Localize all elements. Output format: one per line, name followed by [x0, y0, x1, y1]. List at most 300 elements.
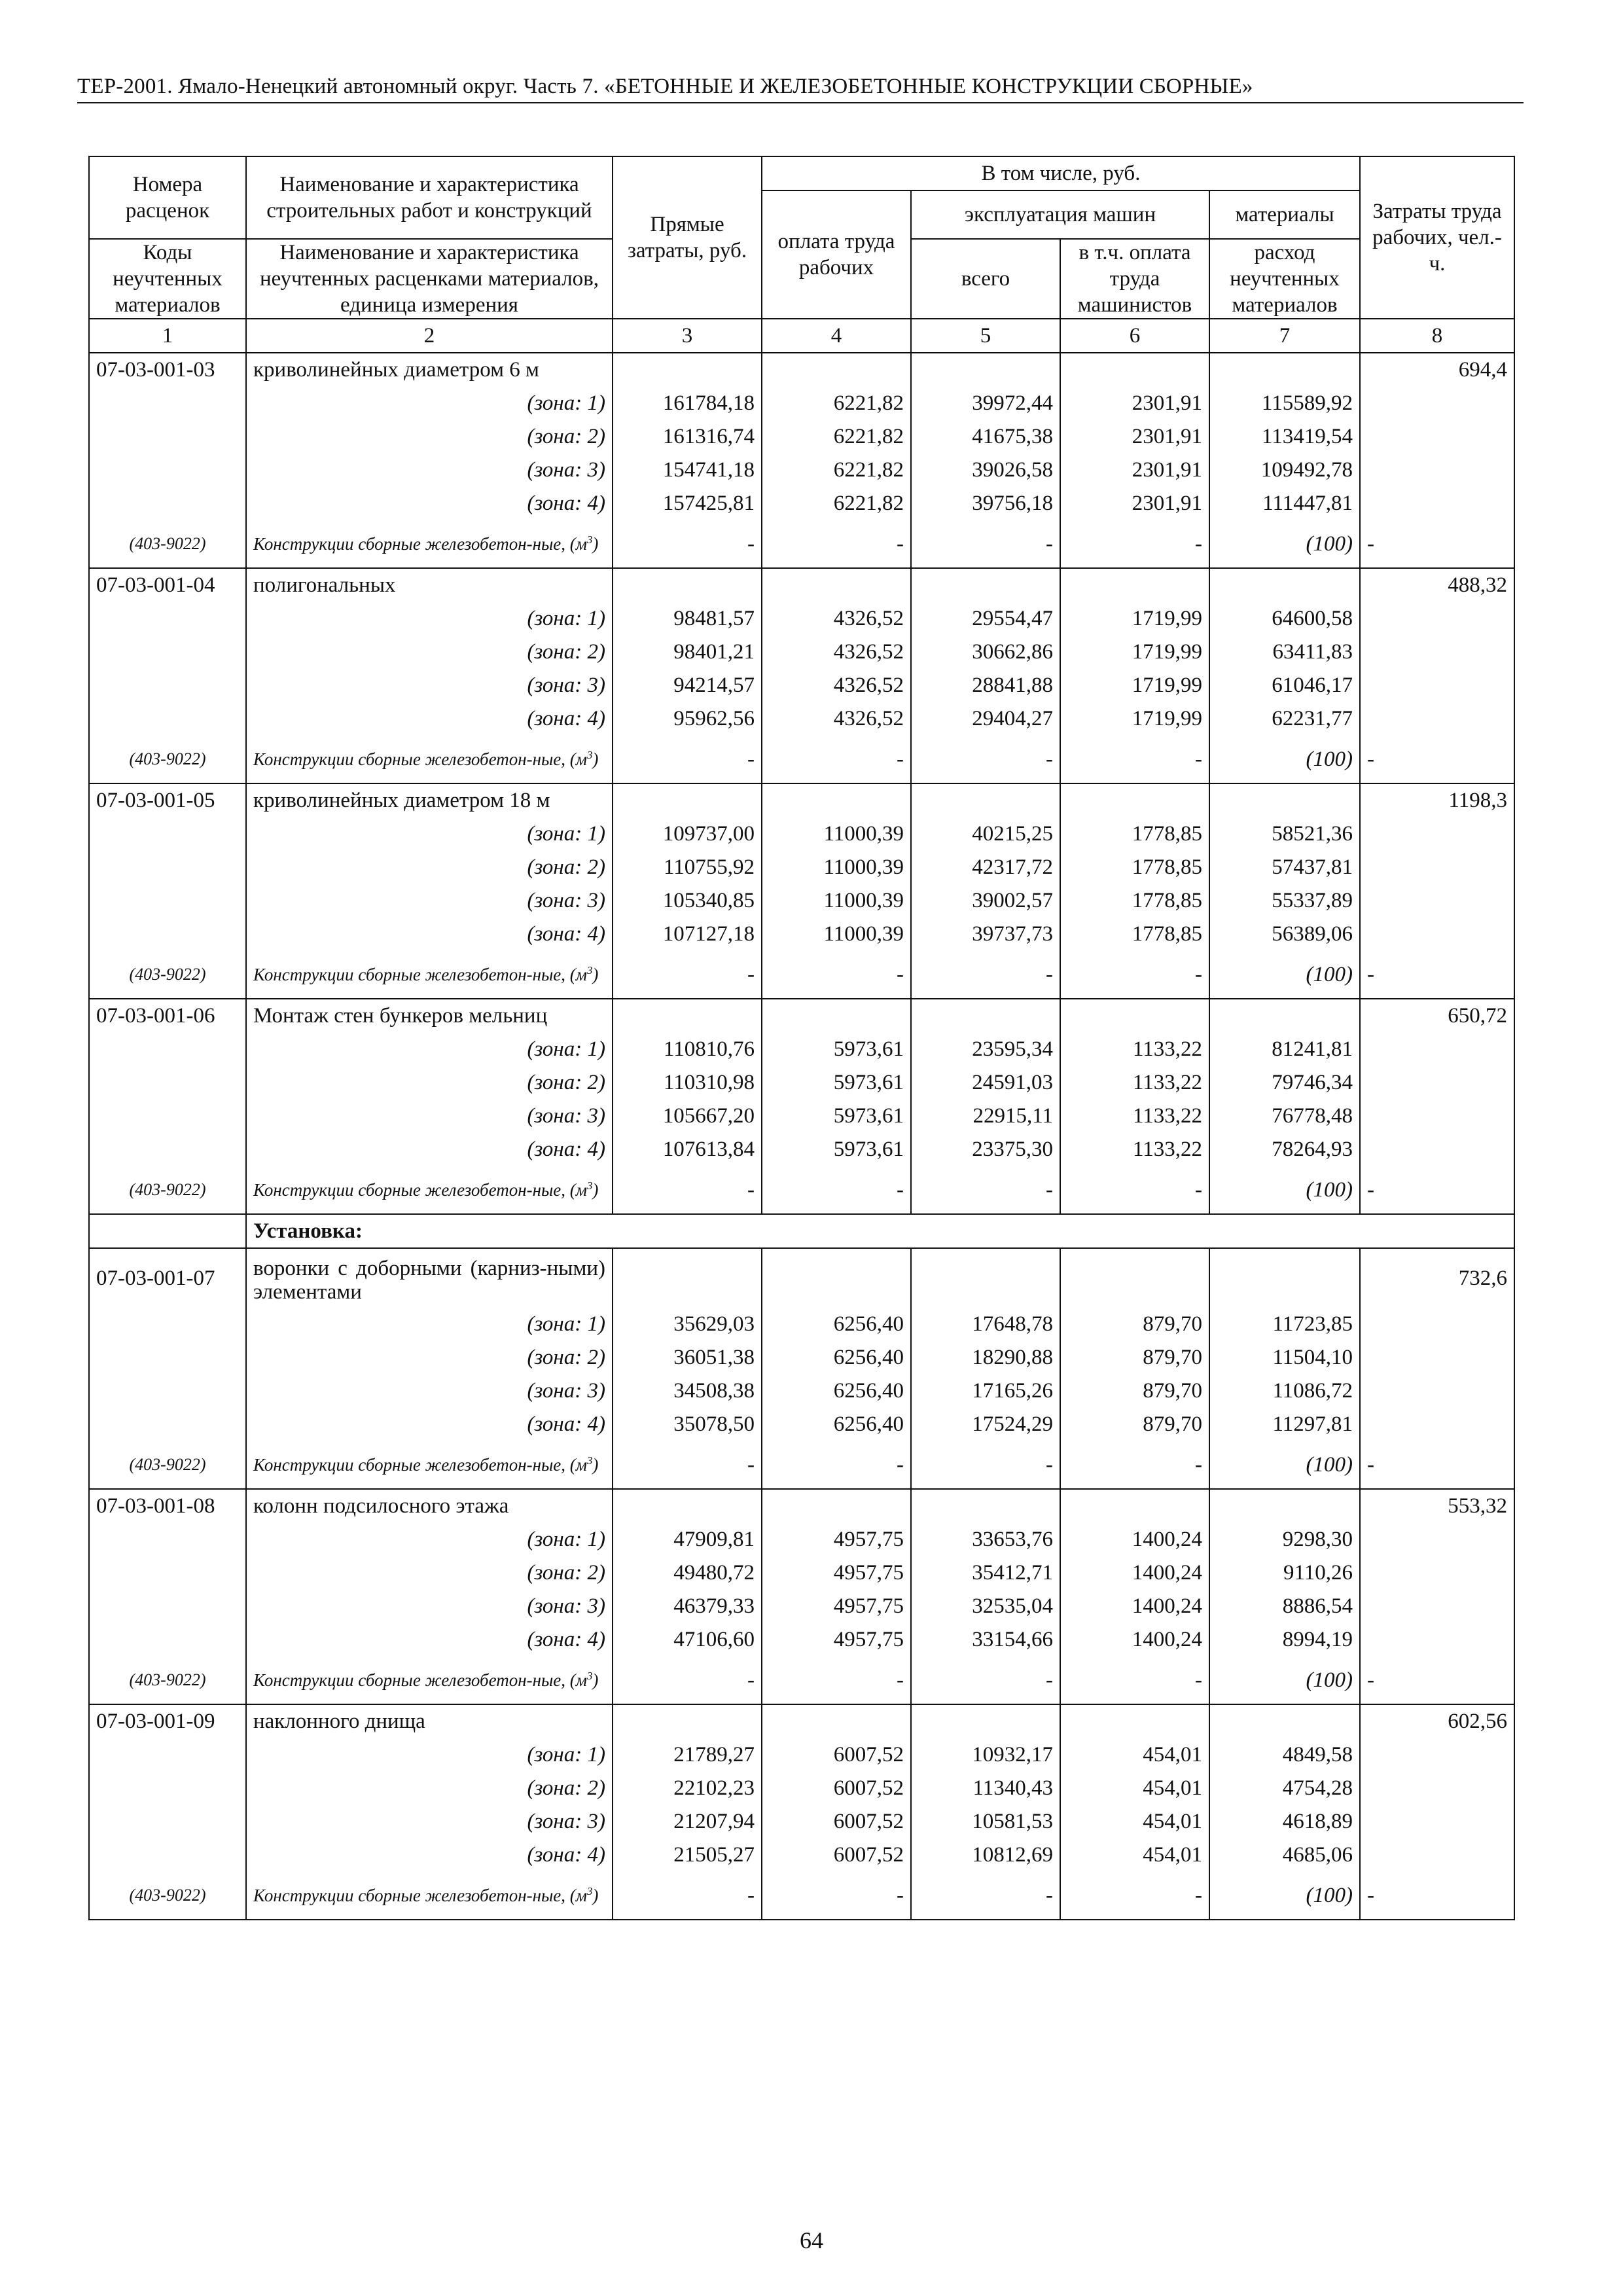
dash-cell: -: [1360, 1166, 1514, 1214]
labor-pay: 5973,61: [762, 1066, 911, 1099]
labor-pay: 4326,52: [762, 601, 911, 635]
dash-cell: -: [911, 1871, 1060, 1920]
labor-pay: 5973,61: [762, 1099, 911, 1132]
empty-cell: [911, 1489, 1060, 1522]
direct-cost: 107613,84: [613, 1132, 762, 1166]
machine-labor: 1400,24: [1060, 1589, 1209, 1623]
empty-cell: [1060, 1704, 1209, 1738]
zone-row: [89, 420, 1514, 453]
col-number: 1: [89, 319, 246, 353]
material-code: (403-9022): [89, 520, 246, 568]
rate-name: воронки с доборными (карниз-ными) элементами: [246, 1248, 613, 1307]
unit-close: ): [592, 964, 599, 984]
direct-cost: 36051,38: [613, 1340, 762, 1374]
labor-hours: 1198,3: [1360, 783, 1514, 817]
empty-cell: [1360, 1374, 1514, 1407]
machines-total: 10932,17: [911, 1738, 1060, 1771]
empty-cell: [1360, 486, 1514, 520]
section-subheading: Установка:: [246, 1214, 1514, 1248]
zone-label: (зона: 3): [246, 1374, 613, 1407]
empty-cell: [1360, 1032, 1514, 1066]
machines-total: 39002,57: [911, 884, 1060, 917]
machines-total: 39026,58: [911, 453, 1060, 486]
material-name-text: Конструкции сборные железобетон-ные, (м: [253, 1885, 587, 1905]
empty-cell: [762, 1489, 911, 1522]
empty-cell: [762, 1248, 911, 1307]
rate-code: 07-03-001-03: [89, 353, 246, 386]
zone-label: (зона: 3): [246, 1589, 613, 1623]
labor-header: оплата труда рабочих: [762, 190, 911, 319]
material-name: [246, 1656, 613, 1704]
empty-cell: [762, 568, 911, 601]
zone-label: (зона: 2): [246, 1771, 613, 1804]
empty-cell: [1360, 1589, 1514, 1623]
dash-cell: -: [1360, 735, 1514, 783]
materials-cost: 63411,83: [1209, 635, 1360, 668]
labor-pay: 6007,52: [762, 1738, 911, 1771]
empty-cell: [1209, 999, 1360, 1032]
labor-pay: 6256,40: [762, 1407, 911, 1441]
machine-labor-header: в т.ч. оплата труда машинистов: [1060, 239, 1209, 319]
labor-pay: 6256,40: [762, 1340, 911, 1374]
zone-row: [89, 702, 1514, 735]
material-row: [89, 735, 1514, 783]
zone-row: [89, 1340, 1514, 1374]
empty-cell: [911, 1704, 1060, 1738]
material-name: [246, 735, 613, 783]
zone-row: [89, 453, 1514, 486]
zone-row: [89, 635, 1514, 668]
material-name: [246, 950, 613, 999]
machine-labor: 454,01: [1060, 1838, 1209, 1871]
materials-cost: 62231,77: [1209, 702, 1360, 735]
empty-cell: [89, 1214, 246, 1248]
unit-close: ): [592, 749, 599, 769]
labor-pay: 4957,75: [762, 1522, 911, 1556]
col-number: 8: [1360, 319, 1514, 353]
labor-pay: 6256,40: [762, 1307, 911, 1340]
empty-cell: [1360, 1738, 1514, 1771]
machines-total: 18290,88: [911, 1340, 1060, 1374]
empty-cell: [1360, 1340, 1514, 1374]
zone-label: (зона: 3): [246, 1804, 613, 1838]
materials-cost: 64600,58: [1209, 601, 1360, 635]
direct-cost: 95962,56: [613, 702, 762, 735]
zone-row: [89, 1307, 1514, 1340]
machine-labor: 2301,91: [1060, 486, 1209, 520]
rate-name: полигональных: [246, 568, 613, 601]
col1-top-header: Номера расценок: [89, 156, 246, 239]
dash-cell: -: [613, 520, 762, 568]
material-qty: (100): [1209, 1441, 1360, 1489]
materials-cost: 11504,10: [1209, 1340, 1360, 1374]
empty-cell: [1209, 568, 1360, 601]
material-row: [89, 520, 1514, 568]
machine-labor: 1719,99: [1060, 668, 1209, 702]
unit-superscript: 3: [587, 533, 593, 546]
machine-labor: 1719,99: [1060, 635, 1209, 668]
materials-cost: 79746,34: [1209, 1066, 1360, 1099]
empty-cell: [1060, 783, 1209, 817]
zone-label: (зона: 4): [246, 917, 613, 950]
dash-cell: -: [762, 1441, 911, 1489]
dash-cell: -: [762, 1166, 911, 1214]
zone-row: [89, 817, 1514, 850]
machine-labor: 2301,91: [1060, 420, 1209, 453]
incl-header: В том числе, руб.: [762, 156, 1360, 190]
materials-cost: 55337,89: [1209, 884, 1360, 917]
direct-cost: 21207,94: [613, 1804, 762, 1838]
material-name-text: Конструкции сборные железобетон-ные, (м: [253, 749, 587, 769]
page-number: 64: [800, 2227, 823, 2253]
zone-row: [89, 1804, 1514, 1838]
materials-cost: 115589,92: [1209, 386, 1360, 420]
zone-row: [89, 601, 1514, 635]
empty-cell: [89, 601, 246, 635]
empty-cell: [1209, 1489, 1360, 1522]
empty-cell: [89, 884, 246, 917]
rate-title-row: [89, 353, 1514, 386]
dash-cell: -: [613, 1871, 762, 1920]
unit-close: ): [592, 1670, 599, 1690]
rate-title-row: [89, 1248, 1514, 1307]
unit-close: ): [592, 1179, 599, 1200]
material-row: [89, 1166, 1514, 1214]
rate-code: 07-03-001-09: [89, 1704, 246, 1738]
machines-total-header: всего: [911, 239, 1060, 319]
dash-cell: -: [1060, 1656, 1209, 1704]
empty-cell: [89, 1307, 246, 1340]
empty-cell: [762, 353, 911, 386]
machines-total: 42317,72: [911, 850, 1060, 884]
empty-cell: [89, 486, 246, 520]
empty-cell: [911, 783, 1060, 817]
empty-cell: [89, 1340, 246, 1374]
zone-row: [89, 917, 1514, 950]
dash-cell: -: [911, 1166, 1060, 1214]
direct-cost: 22102,23: [613, 1771, 762, 1804]
empty-cell: [89, 1738, 246, 1771]
empty-cell: [89, 850, 246, 884]
labor-hours: 553,32: [1360, 1489, 1514, 1522]
materials-cost: 57437,81: [1209, 850, 1360, 884]
empty-cell: [1060, 1489, 1209, 1522]
zone-label: (зона: 2): [246, 1556, 613, 1589]
direct-cost: 35078,50: [613, 1407, 762, 1441]
labor-pay: 5973,61: [762, 1032, 911, 1066]
zone-label: (зона: 1): [246, 817, 613, 850]
labor-pay: 5973,61: [762, 1132, 911, 1166]
zone-label: (зона: 4): [246, 1623, 613, 1656]
empty-cell: [613, 783, 762, 817]
rate-name: криволинейных диаметром 18 м: [246, 783, 613, 817]
empty-cell: [1060, 999, 1209, 1032]
empty-cell: [89, 1804, 246, 1838]
direct-costs-header: Прямые затраты, руб.: [613, 156, 762, 319]
material-qty: (100): [1209, 1871, 1360, 1920]
zone-label: (зона: 1): [246, 1522, 613, 1556]
machine-labor: 879,70: [1060, 1340, 1209, 1374]
dash-cell: -: [1060, 1166, 1209, 1214]
labor-pay: 4957,75: [762, 1589, 911, 1623]
machines-total: 39972,44: [911, 386, 1060, 420]
machines-total: 41675,38: [911, 420, 1060, 453]
labor-pay: 11000,39: [762, 817, 911, 850]
machines-total: 32535,04: [911, 1589, 1060, 1623]
zone-label: (зона: 1): [246, 601, 613, 635]
rate-code: 07-03-001-06: [89, 999, 246, 1032]
rate-name: криволинейных диаметром 6 м: [246, 353, 613, 386]
zone-row: [89, 1099, 1514, 1132]
col-number: 3: [613, 319, 762, 353]
material-qty: (100): [1209, 735, 1360, 783]
empty-cell: [89, 1032, 246, 1066]
labor-pay: 6007,52: [762, 1838, 911, 1871]
direct-cost: 161316,74: [613, 420, 762, 453]
machines-total: 11340,43: [911, 1771, 1060, 1804]
empty-cell: [1360, 635, 1514, 668]
empty-cell: [1360, 453, 1514, 486]
unit-superscript: 3: [587, 1454, 593, 1467]
empty-cell: [1360, 702, 1514, 735]
zone-label: (зона: 3): [246, 884, 613, 917]
labor-hours: 732,6: [1360, 1248, 1514, 1307]
dash-cell: -: [762, 735, 911, 783]
rate-name: колонн подсилосного этажа: [246, 1489, 613, 1522]
zone-row: [89, 1623, 1514, 1656]
dash-cell: -: [613, 1656, 762, 1704]
empty-cell: [1360, 1132, 1514, 1166]
unaccounted-materials-header: расход неучтенных материалов: [1209, 239, 1360, 319]
dash-cell: -: [1060, 1441, 1209, 1489]
labor-pay: 6221,82: [762, 420, 911, 453]
labor-pay: 6221,82: [762, 453, 911, 486]
rate-title-row: [89, 568, 1514, 601]
col-number: 2: [246, 319, 613, 353]
machine-labor: 454,01: [1060, 1804, 1209, 1838]
unit-superscript: 3: [587, 1669, 593, 1682]
material-name-text: Конструкции сборные железобетон-ные, (м: [253, 964, 587, 984]
machines-total: 29554,47: [911, 601, 1060, 635]
material-name: [246, 520, 613, 568]
material-name-text: Конструкции сборные железобетон-ные, (м: [253, 533, 587, 554]
material-code: (403-9022): [89, 735, 246, 783]
labor-hours: 650,72: [1360, 999, 1514, 1032]
zone-label: (зона: 4): [246, 486, 613, 520]
col-number: 5: [911, 319, 1060, 353]
machines-total: 40215,25: [911, 817, 1060, 850]
zone-label: (зона: 3): [246, 668, 613, 702]
empty-cell: [1360, 1838, 1514, 1871]
zone-label: (зона: 3): [246, 1099, 613, 1132]
zone-label: (зона: 1): [246, 386, 613, 420]
labor-pay: 11000,39: [762, 884, 911, 917]
empty-cell: [89, 1589, 246, 1623]
empty-cell: [613, 353, 762, 386]
labor-cost-header: Затраты труда рабочих, чел.-ч.: [1360, 156, 1514, 319]
zone-label: (зона: 1): [246, 1738, 613, 1771]
material-code: (403-9022): [89, 1656, 246, 1704]
material-name: [246, 1166, 613, 1214]
machines-total: 33653,76: [911, 1522, 1060, 1556]
materials-cost: 58521,36: [1209, 817, 1360, 850]
zone-label: (зона: 4): [246, 1407, 613, 1441]
dash-cell: -: [762, 1871, 911, 1920]
dash-cell: -: [613, 1166, 762, 1214]
zone-row: [89, 386, 1514, 420]
direct-cost: 105340,85: [613, 884, 762, 917]
dash-cell: -: [911, 735, 1060, 783]
machines-total: 17165,26: [911, 1374, 1060, 1407]
machine-labor: 879,70: [1060, 1374, 1209, 1407]
empty-cell: [762, 1704, 911, 1738]
zone-row: [89, 1132, 1514, 1166]
direct-cost: 47106,60: [613, 1623, 762, 1656]
machines-total: 35412,71: [911, 1556, 1060, 1589]
machines-total: 28841,88: [911, 668, 1060, 702]
zone-row: [89, 884, 1514, 917]
empty-cell: [89, 702, 246, 735]
rate-code: 07-03-001-05: [89, 783, 246, 817]
materials-cost: 76778,48: [1209, 1099, 1360, 1132]
direct-cost: 98401,21: [613, 635, 762, 668]
machines-total: 23595,34: [911, 1032, 1060, 1066]
empty-cell: [89, 817, 246, 850]
dash-cell: -: [1360, 950, 1514, 999]
empty-cell: [762, 999, 911, 1032]
dash-cell: -: [613, 1441, 762, 1489]
zone-label: (зона: 1): [246, 1307, 613, 1340]
rate-title-row: [89, 783, 1514, 817]
empty-cell: [89, 917, 246, 950]
zone-label: (зона: 3): [246, 453, 613, 486]
empty-cell: [1209, 353, 1360, 386]
dash-cell: -: [762, 520, 911, 568]
zone-row: [89, 1556, 1514, 1589]
direct-cost: 94214,57: [613, 668, 762, 702]
machines-total: 17524,29: [911, 1407, 1060, 1441]
empty-cell: [89, 1132, 246, 1166]
empty-cell: [89, 420, 246, 453]
dash-cell: -: [911, 1441, 1060, 1489]
zone-row: [89, 668, 1514, 702]
materials-cost: 113419,54: [1209, 420, 1360, 453]
unit-superscript: 3: [587, 1884, 593, 1897]
unit-superscript: 3: [587, 963, 593, 977]
direct-cost: 49480,72: [613, 1556, 762, 1589]
empty-cell: [613, 999, 762, 1032]
empty-cell: [1360, 1771, 1514, 1804]
machines-total: 39756,18: [911, 486, 1060, 520]
dash-cell: -: [1060, 950, 1209, 999]
dash-cell: -: [911, 1656, 1060, 1704]
material-qty: (100): [1209, 1166, 1360, 1214]
empty-cell: [1060, 1248, 1209, 1307]
machine-labor: 1778,85: [1060, 817, 1209, 850]
empty-cell: [1360, 668, 1514, 702]
materials-cost: 109492,78: [1209, 453, 1360, 486]
direct-cost: 107127,18: [613, 917, 762, 950]
direct-cost: 46379,33: [613, 1589, 762, 1623]
machines-total: 17648,78: [911, 1307, 1060, 1340]
materials-cost: 78264,93: [1209, 1132, 1360, 1166]
empty-cell: [762, 783, 911, 817]
empty-cell: [1360, 817, 1514, 850]
zone-label: (зона: 1): [246, 1032, 613, 1066]
empty-cell: [89, 386, 246, 420]
machine-labor: 1400,24: [1060, 1556, 1209, 1589]
col2-bottom-header: Наименование и характеристика неучтенных расценками материалов, единица измерения: [246, 239, 613, 319]
empty-cell: [1360, 1804, 1514, 1838]
zone-label: (зона: 4): [246, 702, 613, 735]
dash-cell: -: [1360, 1441, 1514, 1489]
material-qty: (100): [1209, 950, 1360, 999]
material-qty: (100): [1209, 1656, 1360, 1704]
empty-cell: [89, 635, 246, 668]
materials-cost: 8994,19: [1209, 1623, 1360, 1656]
zone-row: [89, 486, 1514, 520]
page-header: ТЕР-2001. Ямало-Ненецкий автономный округ. Часть 7. «БЕТОННЫЕ И ЖЕЛЕЗОБЕТОННЫЕ КОНСТРУКЦИИ СБОРНЫЕ»: [77, 73, 1524, 103]
machine-labor: 1133,22: [1060, 1066, 1209, 1099]
machines-total: 39737,73: [911, 917, 1060, 950]
empty-cell: [911, 1248, 1060, 1307]
rate-title-row: [89, 1704, 1514, 1738]
zone-row: [89, 1407, 1514, 1441]
dash-cell: -: [1060, 1871, 1209, 1920]
material-code: (403-9022): [89, 1871, 246, 1920]
empty-cell: [1360, 917, 1514, 950]
direct-cost: 110310,98: [613, 1066, 762, 1099]
zone-label: (зона: 2): [246, 1340, 613, 1374]
empty-cell: [89, 1374, 246, 1407]
materials-cost: 11297,81: [1209, 1407, 1360, 1441]
zone-row: [89, 850, 1514, 884]
machines-total: 30662,86: [911, 635, 1060, 668]
machine-labor: 1778,85: [1060, 884, 1209, 917]
rate-title-row: [89, 1489, 1514, 1522]
machine-labor: 879,70: [1060, 1307, 1209, 1340]
empty-cell: [1360, 1066, 1514, 1099]
unit-superscript: 3: [587, 748, 593, 761]
labor-pay: 4957,75: [762, 1556, 911, 1589]
direct-cost: 110810,76: [613, 1032, 762, 1066]
empty-cell: [89, 1771, 246, 1804]
direct-cost: 105667,20: [613, 1099, 762, 1132]
machines-total: 22915,11: [911, 1099, 1060, 1132]
machines-total: 33154,66: [911, 1623, 1060, 1656]
dash-cell: -: [1360, 520, 1514, 568]
zone-label: (зона: 4): [246, 1838, 613, 1871]
rates-table: [88, 156, 1515, 1920]
direct-cost: 47909,81: [613, 1522, 762, 1556]
material-name: [246, 1871, 613, 1920]
materials-cost: 9110,26: [1209, 1556, 1360, 1589]
materials-cost: 111447,81: [1209, 486, 1360, 520]
labor-pay: 4957,75: [762, 1623, 911, 1656]
materials-cost: 4754,28: [1209, 1771, 1360, 1804]
direct-cost: 109737,00: [613, 817, 762, 850]
empty-cell: [613, 568, 762, 601]
labor-hours: 602,56: [1360, 1704, 1514, 1738]
material-row: [89, 1441, 1514, 1489]
empty-cell: [1360, 1407, 1514, 1441]
machine-labor: 879,70: [1060, 1407, 1209, 1441]
col-number: 6: [1060, 319, 1209, 353]
col2-top-header: Наименование и характеристика строительных работ и конструкций: [246, 156, 613, 239]
unit-close: ): [592, 533, 599, 554]
direct-cost: 157425,81: [613, 486, 762, 520]
labor-pay: 11000,39: [762, 850, 911, 884]
